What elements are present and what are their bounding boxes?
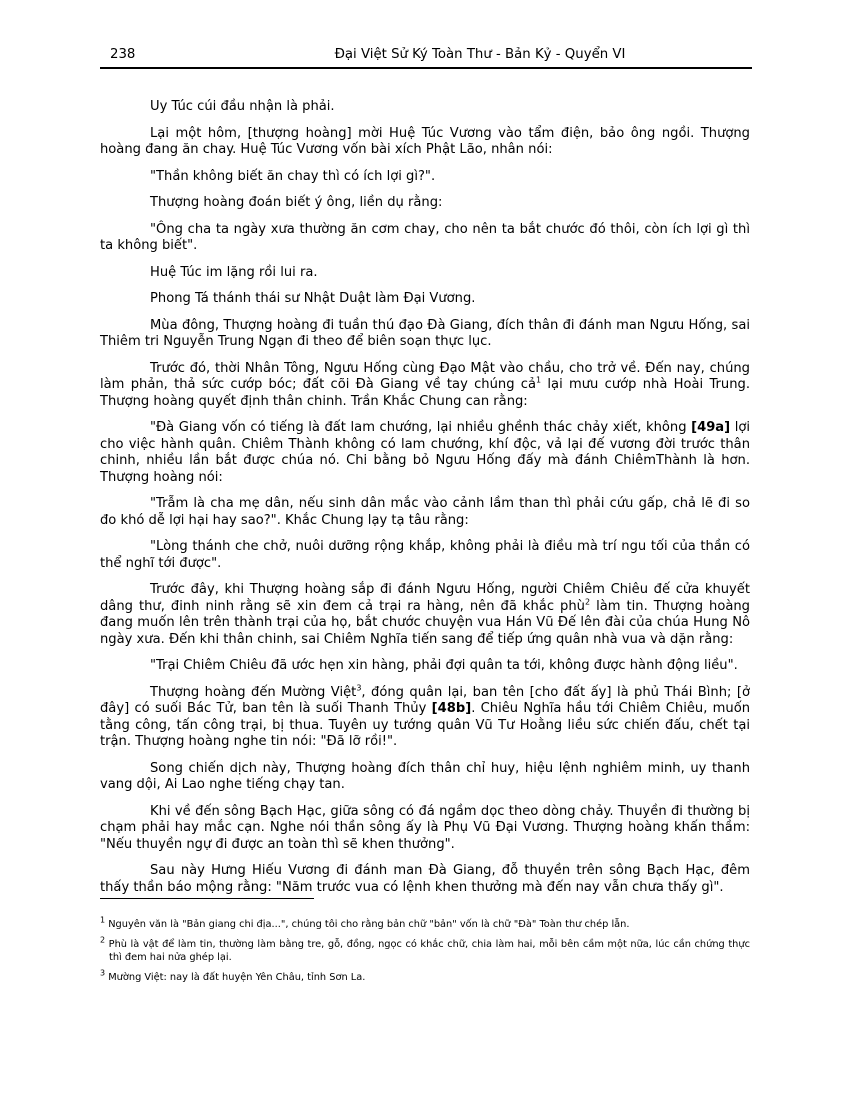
body-text — [100, 99, 750, 906]
footnote-ref: 3 — [356, 683, 362, 693]
paragraph: Uy Túc cúi đầu nhận là phải. — [150, 99, 335, 114]
paragraph: Sau này Hưng Hiếu Vương đi đánh man Đà Giang, đỗ thuyền trên sông Bạch Hạc, đêm thấy thần báo mộng rằng: "Năm trước vua có lệnh khen thưởng mà đến nay vẫn chưa thấy gì". — [100, 863, 750, 895]
quote-paragraph: "Thần không biết ăn chay thì có ích lợi gì?". — [150, 168, 436, 184]
footnote: $^3$ Mường Việt: nay là đất huyện Yên Châu, tỉnh Sơn La. — [100, 968, 366, 983]
running-title: Đại Việt Sử Ký Toàn Thư - Bản Kỷ - Quyển VI — [334, 47, 626, 62]
footnotes — [100, 915, 750, 991]
quote-paragraph: "Ông cha ta ngày xưa thường ăn cơm chay, cho nên ta bắt chước đó thôi, còn ích lợi gì thì ta không biết". — [100, 221, 750, 253]
paragraph: Trước đó, thời Nhân Tông, Ngưu Hống cùng Đạo Mật vào chầu, cho trở về. Đến nay, chúng làm phản, thả sức cướp bóc; đất cõi Đà Giang về tay chúng cả$^1$ lại mưu cướp nhà Hoài Trung. Thượng hoàng quyết định thân chinh. Trần Khắc Chung can rằng: — [100, 360, 750, 409]
footnote: $^1$ Nguyên văn là "Bản giang chi địa...", chúng tôi cho rằng bản chữ "bản" vốn là chữ "Đà" Toàn thư chép lẫn. — [100, 915, 630, 930]
quote-paragraph: "Lòng thánh che chở, nuôi dưỡng rộng khắp, không phải là điều mà trí ngu tối của thần có thể nghĩ tới được". — [100, 539, 750, 571]
paragraph: Khi về đến sông Bạch Hạc, giữa sông có đá ngầm dọc theo dòng chảy. Thuyền đi thường bị chạm phải hay mắc cạn. Nghe nói thần sông ấy là Phụ Vũ Đại Vương. Thượng hoàng khấn thầm: "Nếu thuyền ngự đi được an toàn thì sẽ khen thưởng". — [100, 803, 750, 852]
paragraph: Trước đây, khi Thượng hoàng sắp đi đánh Ngưu Hống, người Chiêm Chiêu đế cửa khuyết dâng thư, đinh ninh rằng sẽ xin đem cả trại ra hàng, nên đã khắc phù$^2$ làm tin. Thượng hoàng đang muốn lên trên thành trại của họ, bắt chước chuyện vua Hán Vũ Đế lên đài của chúa Hung Nô ngày xưa. Đến khi thân chinh, sai Chiêm Nghĩa tiến sang để tiếp ứng quân nhà vua và dặn rằng: — [100, 582, 750, 647]
footnote-ref: 2 — [584, 597, 591, 607]
footnote-ref: 1 — [536, 375, 542, 385]
paragraph: Mùa đông, Thượng hoàng đi tuần thú đạo Đà Giang, đích thân đi đánh man Ngưu Hống, sai Thiêm tri Nguyễn Trung Ngạn đi theo để biên soạn thực lục. — [100, 317, 750, 349]
paragraph: Phong Tá thánh thái sư Nhật Duật làm Đại Vương. — [150, 291, 476, 306]
paragraph: Thượng hoàng đến Mường Việt$^3$, đóng quân lại, ban tên [cho đất ấy] là phủ Thái Bình; [ở đây] có suối Bác Tử, ban tên là suối Thanh Thủy [48b]. Chiêu Nghĩa hầu tới Chiêm Chiêu, muốn tằng công, tấn công trại, bị thua. Tuyên uy tướng quân Vũ Tư Hoằng liều sức chiến đấu, chết tại trận. Thượng hoàng nghe tin nói: "Đã lỡ rồi!". — [100, 683, 751, 749]
page-number: 238 — [110, 47, 136, 62]
footnote: $^2$ Phù là vật để làm tin, thường làm bằng tre, gỗ, đồng, ngọc có khắc chữ, chia làm hai, mỗi bên cầm một nữa, lúc cần chứng thực thì đem hai nửa ghép lại. — [100, 935, 750, 963]
paragraph: Huệ Túc im lặng rồi lui ra. — [150, 264, 318, 280]
quote-paragraph: "Trẫm là cha mẹ dân, nếu sinh dân mắc vào cảnh lầm than thì phải cứu gấp, chả lẽ đi so đo khó dễ lợi hại hay sao?". Khắc Chung lạy tạ tâu rằng: — [100, 496, 750, 528]
footnote-rule — [100, 898, 314, 899]
quote-paragraph: "Đà Giang vốn có tiếng là đất lam chướng, lại nhiều ghềnh thác chảy xiết, không [49a] lợi cho việc hành quân. Chiêm Thành không có lam chướng, khí độc, vả lại đế vương đời trước thân chinh, nhiều lần bắt được chúa nó. Chi bằng bỏ Ngưu Hống đấy mà đánh ChiêmThành là hơn. Thượng hoàng nói: — [100, 420, 750, 485]
quote-paragraph: "Trại Chiêm Chiêu đã ước hẹn xin hàng, phải đợi quân ta tới, không được hành động liều". — [150, 658, 738, 673]
quote-paragraph: Thượng hoàng đoán biết ý ông, liền dụ rằng: — [150, 195, 443, 210]
paragraph: Song chiến dịch này, Thượng hoàng đích thân chỉ huy, hiệu lệnh nghiêm minh, uy thanh vang dội, Ai Lao nghe tiếng chạy tan. — [100, 760, 750, 792]
header-rule — [100, 67, 752, 69]
paragraph: Lại một hôm, [thượng hoàng] mời Huệ Túc Vương vào tẩm điện, bảo ông ngồi. Thượng hoàng đang ăn chay. Huệ Túc Vương vốn bài xích Phật Lão, nhân nói: — [100, 125, 750, 157]
page-marker: [49a] — [691, 420, 731, 435]
page-marker: [48b] — [431, 701, 472, 716]
